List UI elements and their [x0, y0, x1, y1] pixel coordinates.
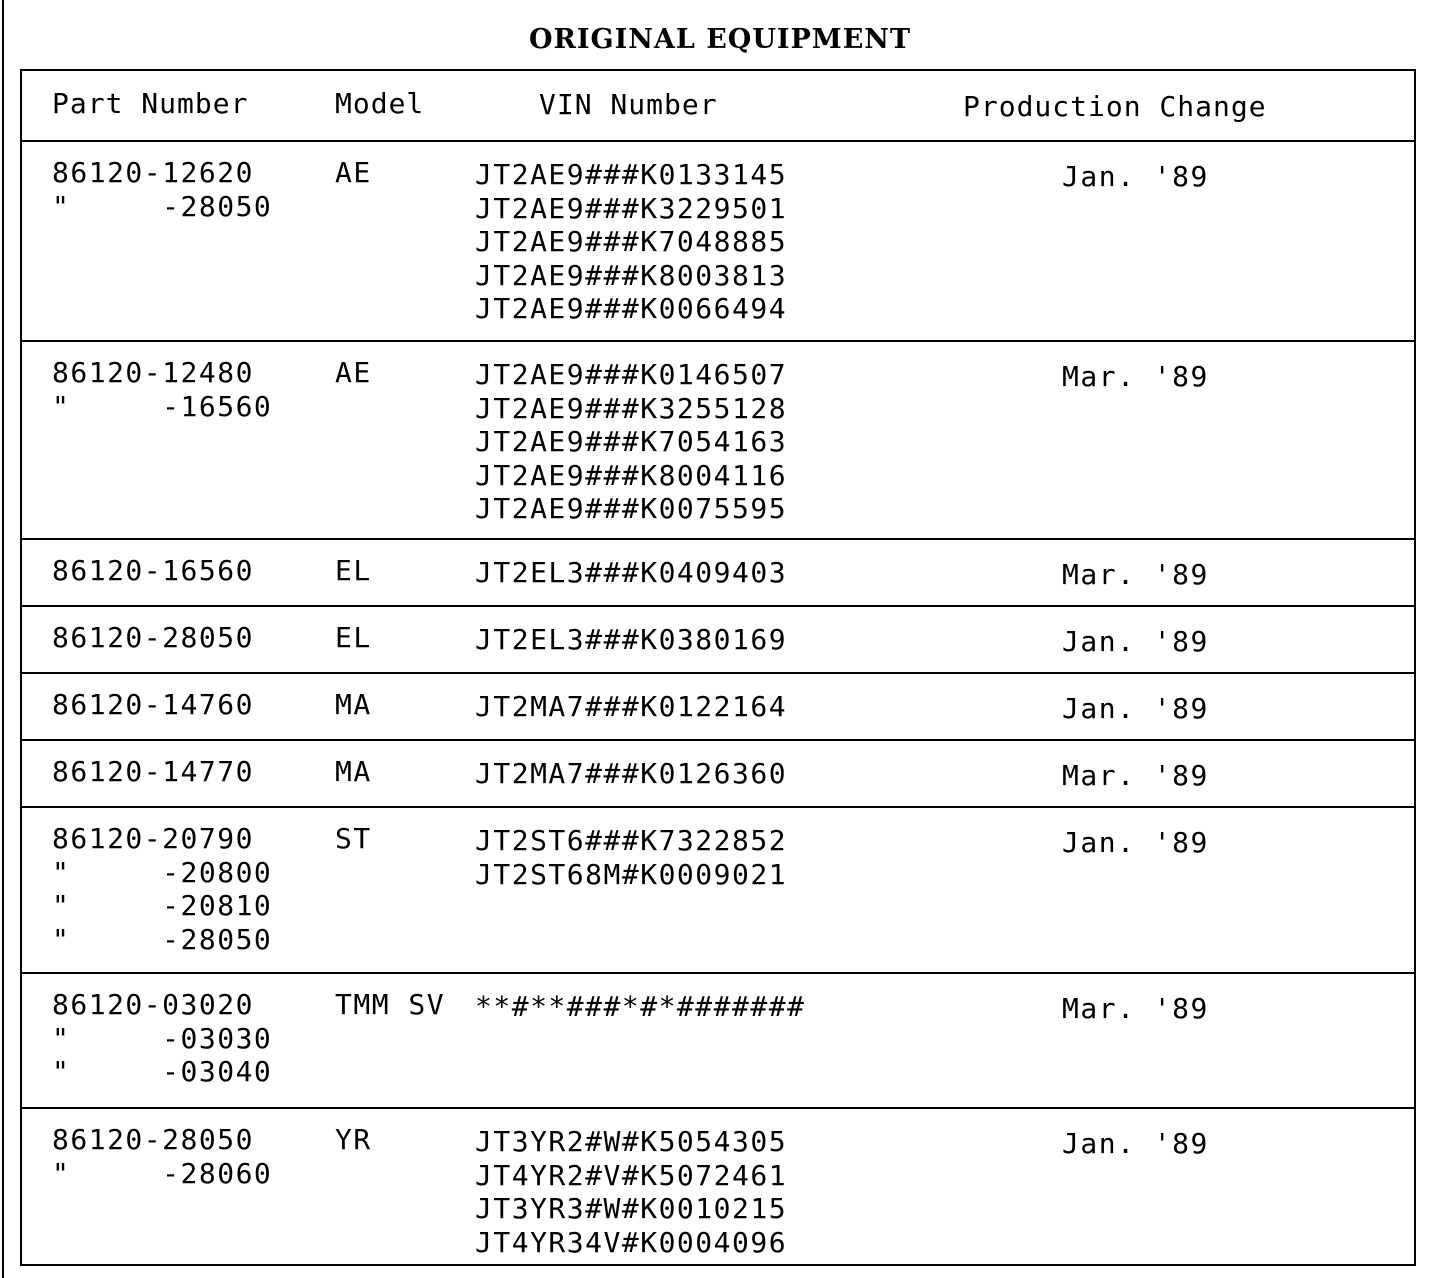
model-cell: MA [335, 755, 372, 788]
part-number: 86120-14760 [52, 688, 254, 721]
part-number: " -28050 [52, 189, 273, 223]
model-cell: AE [335, 156, 372, 189]
vin-number: JT3YR2#W#K5054305 [475, 1125, 788, 1158]
model-cell: YR [335, 1123, 372, 1156]
production-change-cell: Jan. '89 [1062, 1127, 1209, 1160]
model-cell: AE [335, 356, 372, 389]
production-change-cell: Jan. '89 [1062, 826, 1209, 859]
vin-number-cell [475, 158, 787, 326]
vin-number-cell [475, 690, 787, 724]
part-number: 86120-28050 [52, 621, 254, 654]
part-number: " -20800 [52, 855, 273, 889]
vin-number: JT2AE9###K0066494 [475, 292, 788, 325]
vin-number-cell [475, 623, 787, 657]
production-change-cell: Mar. '89 [1062, 759, 1209, 792]
part-number-cell [52, 621, 254, 655]
model-cell: MA [335, 688, 372, 721]
vin-number-cell [475, 824, 787, 891]
vin-number: JT3YR3#W#K0010215 [475, 1192, 788, 1225]
model-cell: EL [335, 554, 372, 587]
table-row [22, 741, 1414, 808]
part-number: " -03030 [52, 1021, 273, 1055]
vin-number: JT2EL3###K0409403 [475, 556, 788, 589]
header-model: Model [335, 87, 425, 120]
vin-number: JT2EL3###K0380169 [475, 623, 788, 656]
part-number: " -28060 [52, 1156, 273, 1190]
part-number: " -28050 [52, 922, 273, 956]
vin-number: JT2AE9###K8003813 [475, 258, 788, 292]
table-row [22, 540, 1414, 607]
production-change-cell: Mar. '89 [1062, 558, 1209, 591]
model-cell: ST [335, 822, 372, 855]
page-title: ORIGINAL EQUIPMENT [528, 24, 912, 55]
part-number: " -20810 [52, 889, 273, 922]
part-number-cell [52, 822, 272, 956]
production-change-cell: Jan. '89 [1062, 160, 1209, 193]
vin-number: JT2AE9###K0146507 [475, 358, 788, 391]
part-number: 86120-03020 [52, 988, 254, 1021]
vin-number: JT2AE9###K0133145 [475, 158, 788, 191]
vin-number-cell [475, 358, 787, 526]
table-row [22, 142, 1414, 342]
vin-number: JT2ST68M#K0009021 [475, 857, 788, 891]
header-vin-number: VIN Number [539, 88, 718, 121]
vin-number-cell [475, 757, 787, 791]
part-number: 86120-12480 [52, 356, 254, 389]
vin-number: JT2MA7###K0122164 [475, 690, 788, 723]
header-production-change: Production Change [963, 90, 1267, 123]
model-cell: TMM SV [335, 988, 446, 1021]
part-number: 86120-12620 [52, 156, 254, 189]
part-number: 86120-14770 [52, 755, 254, 788]
part-number-cell [52, 156, 272, 223]
table-row [22, 607, 1414, 674]
production-change-cell: Mar. '89 [1062, 992, 1209, 1025]
part-number: 86120-28050 [52, 1123, 254, 1156]
scan-edge-line [2, 0, 4, 1278]
part-number: 86120-16560 [52, 554, 254, 587]
production-change-cell: Mar. '89 [1062, 360, 1209, 393]
vin-number: JT2ST6###K7322852 [475, 824, 788, 857]
vin-number: JT2AE9###K7054163 [475, 425, 788, 458]
vin-number: JT2AE9###K0075595 [475, 492, 788, 525]
header-part-number: Part Number [52, 87, 249, 120]
table-row [22, 674, 1414, 741]
part-number-cell [52, 356, 272, 423]
table-row [22, 1109, 1414, 1264]
part-number-cell [52, 554, 254, 588]
production-change-cell: Jan. '89 [1062, 692, 1209, 725]
vin-number-cell [475, 556, 787, 590]
part-number-cell [52, 688, 254, 722]
table-row [22, 974, 1414, 1109]
vin-number-cell [475, 990, 805, 1024]
part-number-cell [52, 755, 254, 789]
vin-number: JT2AE9###K3255128 [475, 391, 788, 425]
vin-number: **#**###*#*####### [475, 990, 806, 1023]
production-change-cell: Jan. '89 [1062, 625, 1209, 658]
part-number: " -03040 [52, 1055, 273, 1088]
vin-number: JT2MA7###K0126360 [475, 757, 788, 790]
table-row [22, 808, 1414, 974]
table-row [22, 342, 1414, 540]
model-cell: EL [335, 621, 372, 654]
vin-number-cell [475, 1125, 787, 1259]
part-number-cell [52, 988, 272, 1089]
vin-number: JT2AE9###K3229501 [475, 191, 788, 225]
header-row [22, 71, 1414, 142]
part-number: " -16560 [52, 389, 273, 423]
vin-number: JT4YR34V#K0004096 [475, 1225, 788, 1259]
part-number-cell [52, 1123, 272, 1190]
part-number: 86120-20790 [52, 822, 254, 855]
vin-number: JT4YR2#V#K5072461 [475, 1158, 788, 1192]
vin-number: JT2AE9###K8004116 [475, 458, 788, 492]
vin-number: JT2AE9###K7048885 [475, 225, 788, 258]
equipment-table [20, 69, 1416, 1266]
